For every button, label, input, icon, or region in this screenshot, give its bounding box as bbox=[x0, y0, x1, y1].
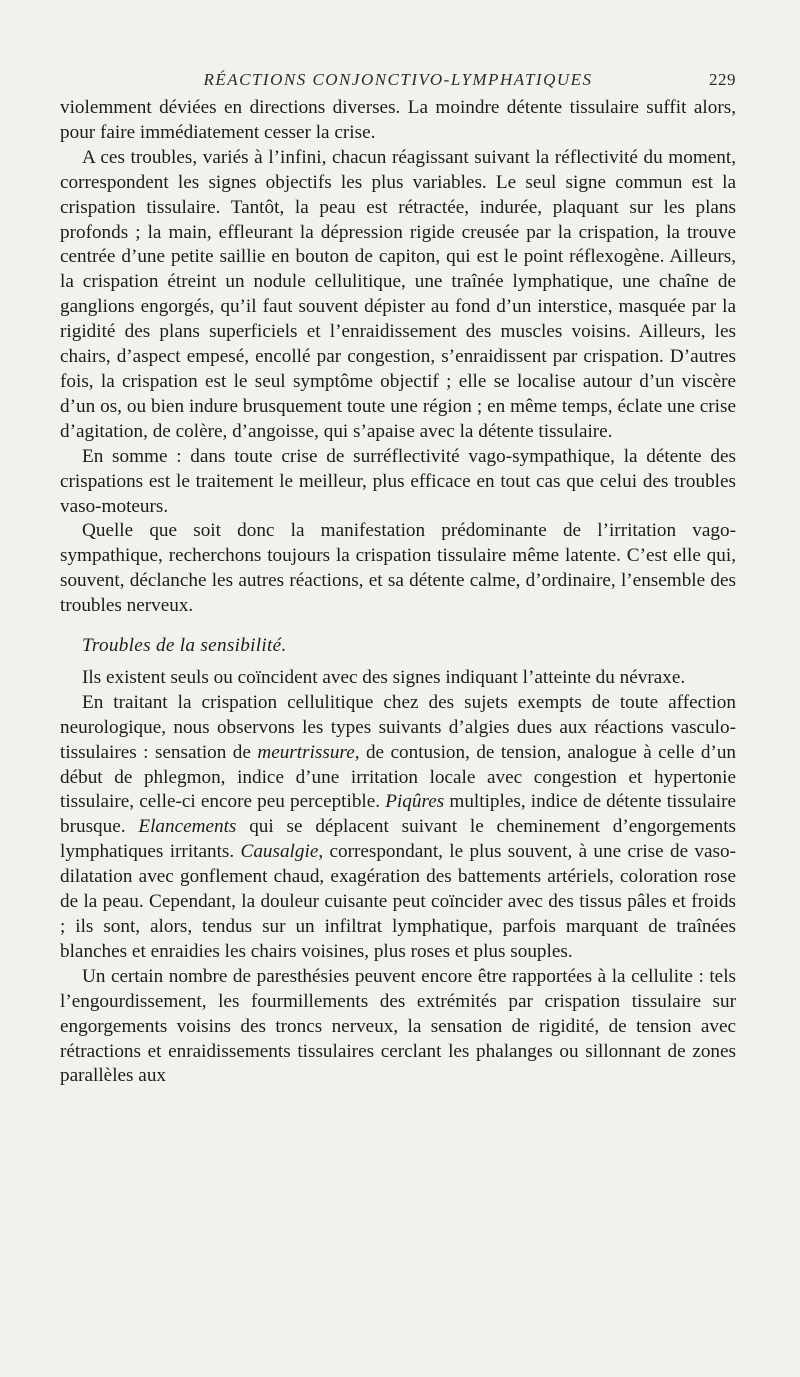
italic-term: Causalgie bbox=[240, 841, 319, 863]
paragraph: Un certain nombre de paresthésies peuvent encore être rapportées à la cellulite : tels l’engourdissement, les fourmillements des extrémités par crispation tissulaire sur engorgements voisins des troncs nerveux, la sensation de rigidité, de tension avec rétractions et enraidissements tissulaires cerclant les phalanges ou sillonnant de zones parallèles aux bbox=[60, 965, 736, 1087]
book-page bbox=[60, 66, 736, 1089]
paragraph-continued: violemment déviées en directions diverses. La moindre détente tissulaire suffit alors, pour faire immédiatement cesser la crise. bbox=[60, 97, 736, 143]
running-header bbox=[60, 66, 736, 96]
paragraph-sensibility-types bbox=[60, 691, 736, 965]
section-heading: Troubles de la sensibilité. bbox=[82, 635, 287, 657]
text-span: En traitant la crispation cellulitique chez des sujets exempts de toute affection neurologique, nous observons les types suivants d’algies dues aux réactions vasculo-tissulaires : sensation de bbox=[60, 691, 736, 763]
paragraph: Quelle que soit donc la manifestation prédominante de l’irritation vago-sympathique, recherchons toujours la crispation tissulaire même latente. C’est elle qui, souvent, déclanche les autres réactions, et sa détente calme, d’ordinaire, l’ensemble des troubles nerveux. bbox=[60, 520, 736, 617]
text-span: , de contusion, de tension, analogue à celle d’un début de phlegmon, indice d’une irritation locale avec congestion et hypertonie tissulaire, celle-ci encore peu perceptible. bbox=[60, 741, 737, 813]
paragraph: Ils existent seuls ou coïncident avec des signes indiquant l’atteinte du névraxe. bbox=[82, 666, 686, 688]
paragraph: En somme : dans toute crise de surréflectivité vago-sympathique, la détente des crispations est le traitement le meilleur, plus efficace en tout cas que celui des troubles vaso-moteurs. bbox=[60, 445, 736, 517]
paragraph: A ces troubles, variés à l’infini, chacun réagissant suivant la réflectivité du moment, correspondent les signes objectifs les plus variables. Le seul signe commun est la crispation tissulaire. Tantôt, la peau est rétractée, indurée, plaquant sur les plans profonds ; la main, effleurant la dépression rigide creusée par la crispation, la trouve centrée d’une petite saillie en bouton de capiton, qui est le point réflexogène. Ailleurs, la crispation étreint un nodule cellulitique, une traînée lymphatique, une chaîne de ganglions engorgés, qu’il faut souvent dépister au fond d’un interstice, masquée par la rigidité des plans superficiels et l’enraidissement des muscles voisins. Ailleurs, les chairs, d’aspect empesé, encollé par congestion, s’enraidissent par crispation. D’autres fois, la crispation est le seul symptôme objectif ; elle se localise autour d’un viscère d’un os, ou bien indure brusquement toute une région ; en même temps, éclate une crise d’agitation, de colère, d’angoisse, qui s’apaise avec la détente tissulaire. bbox=[60, 146, 736, 442]
text-span: qui se déplacent suivant le cheminement d’engorgements lymphatiques irritants. bbox=[60, 816, 736, 863]
text-span: multiples, indice de détente tissulaire brusque. bbox=[60, 791, 736, 838]
italic-term: meurtrissure bbox=[257, 741, 355, 763]
italic-term: Piqûres bbox=[385, 791, 445, 813]
body-text bbox=[60, 96, 736, 1089]
running-title: RÉACTIONS CONJONCTIVO-LYMPHATIQUES bbox=[203, 70, 593, 89]
text-span: , correspondant, le plus souvent, à une crise de vaso-dilatation avec gonflement chaud, exagération des battements artériels, coloration rose de la peau. Cependant, la douleur cuisante peut coïncider avec des tissus pâles et froids ; ils sont, alors, tendus sur un infiltrat lymphatique, parfois marquant de traînées blanches et enraidies les chairs voisines, plus roses et plus souples. bbox=[60, 841, 736, 962]
italic-term: Elancements bbox=[138, 816, 237, 838]
page-number: 229 bbox=[709, 70, 736, 89]
